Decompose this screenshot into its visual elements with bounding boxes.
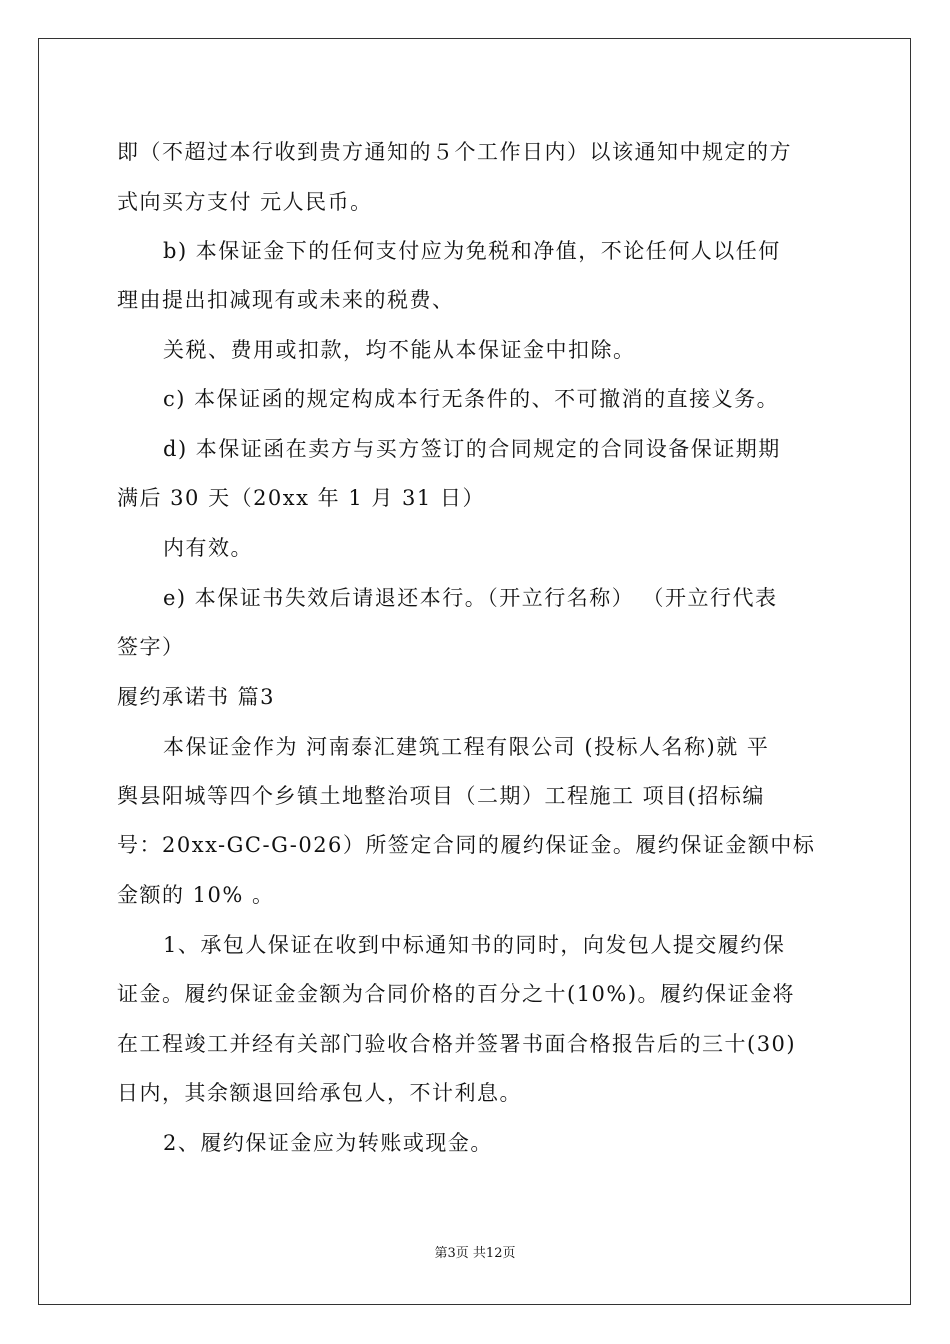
text-line-2: 式向买方支付 元人民币。 (117, 190, 373, 214)
text-line-17: 1、承包人保证在收到中标通知书的同时，向发包人提交履约保 (163, 933, 786, 957)
text-line-20: 日内，其余额退回给承包人，不计利息。 (117, 1081, 522, 1105)
text-line-15: 号：20xx-GC-G-026）所签定合同的履约保证金。履约保证金额中标 (117, 833, 816, 857)
text-line-9: 内有效。 (163, 536, 253, 560)
page-number-footer: 第3页 共12页 (434, 1246, 516, 1261)
text-line-1: 即（不超过本行收到贵方通知的５个工作日内）以该通知中规定的方 (117, 140, 792, 164)
page-border (38, 38, 911, 1305)
text-line-7: d) 本保证函在卖方与买方签订的合同规定的合同设备保证期期 (163, 437, 781, 461)
text-line-4: 理由提出扣减现有或未来的税费、 (117, 288, 455, 312)
text-line-18: 证金。履约保证金金额为合同价格的百分之十(10%)。履约保证金将 (117, 982, 796, 1006)
text-line-19: 在工程竣工并经有关部门验收合格并签署书面合格报告后的三十(30) (117, 1032, 797, 1056)
text-line-16: 金额的 10% 。 (117, 883, 275, 907)
section-heading: 履约承诺书 篇3 (117, 685, 276, 709)
text-line-5: 关税、费用或扣款，均不能从本保证金中扣除。 (163, 338, 636, 362)
text-line-13: 本保证金作为 河南泰汇建筑工程有限公司 (投标人名称)就 平 (163, 735, 770, 759)
text-line-6: c) 本保证函的规定构成本行无条件的、不可撤消的直接义务。 (163, 387, 780, 411)
text-line-3: b) 本保证金下的任何支付应为免税和净值，不论任何人以任何 (163, 239, 781, 263)
text-line-14: 舆县阳城等四个乡镇土地整治项目（二期）工程施工 项目(招标编 (117, 784, 765, 808)
text-line-21: 2、履约保证金应为转账或现金。 (163, 1131, 493, 1155)
text-line-11: 签字） (117, 635, 185, 659)
text-line-8: 满后 30 天（20xx 年 1 月 31 日） (117, 486, 485, 510)
text-line-10: e) 本保证书失效后请退还本行。（开立行名称） （开立行代表 (163, 586, 778, 610)
